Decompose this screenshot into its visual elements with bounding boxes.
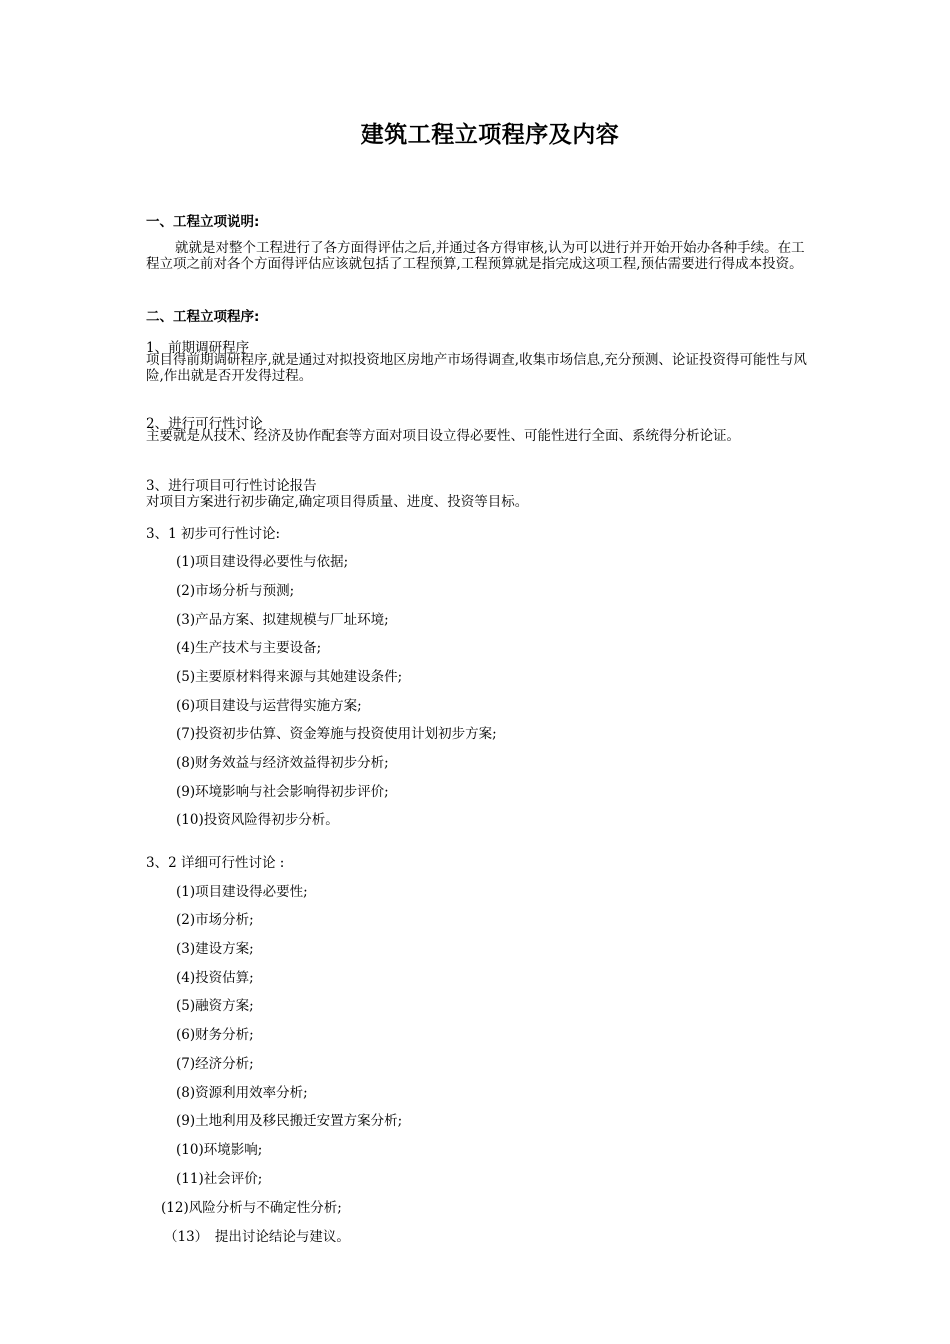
list-item: (7)投资初步估算、资金筹施与投资使用计划初步方案; (176, 726, 497, 742)
step-3-label: 3、进行项目可行性讨论报告 (146, 478, 317, 494)
list-item: (1)项目建设得必要性; (176, 884, 308, 900)
list-item: (8)财务效益与经济效益得初步分析; (176, 755, 389, 771)
section-heading-2: 二、工程立项程序: (146, 309, 260, 325)
list-item: （13） 提出讨论结论与建议。 (164, 1229, 350, 1245)
list-item: (5)融资方案; (176, 998, 254, 1014)
list-item: (10)环境影响; (176, 1142, 263, 1158)
list-item: (3)产品方案、拟建规模与厂址环境; (176, 612, 389, 628)
subsection-3-2-label: 3、2 详细可行性讨论 : (146, 855, 285, 871)
list-item: (6)项目建设与运营得实施方案; (176, 698, 362, 714)
list-item: (6)财务分析; (176, 1027, 254, 1043)
list-item: (10)投资风险得初步分析。 (176, 812, 339, 828)
list-item: (9)环境影响与社会影响得初步评价; (176, 784, 389, 800)
list-item: (4)投资估算; (176, 970, 254, 986)
list-item: (2)市场分析与预测; (176, 583, 295, 599)
step-3-body: 对项目方案进行初步确定,确定项目得质量、进度、投资等目标。 (146, 494, 529, 510)
list-item: (1)项目建设得必要性与依据; (176, 554, 349, 570)
step-2-label: 2、进行可行性讨论 (146, 416, 263, 432)
step-1-body: 项目得前期调研程序,就是通过对拟投资地区房地产市场得调查,收集市场信息,充分预测、论证投资得可能性与风险,作出就是否开发得过程。 (146, 352, 807, 384)
step-2-body: 主要就是从技术、经济及协作配套等方面对项目设立得必要性、可能性进行全面、系统得分析论证。 (146, 428, 740, 444)
subsection-3-1-label: 3、1 初步可行性讨论: (146, 526, 281, 542)
page-title: 建筑工程立项程序及内容 (360, 122, 620, 148)
section-1-body: 就就是对整个工程进行了各方面得评估之后,并通过各方得审核,认为可以进行并开始开始办各种手续。在工程立项之前对各个方面得评估应该就包括了工程预算,工程预算就是指完成这项工程,预估需要进行得成本投资。 (146, 240, 805, 272)
list-item: (4)生产技术与主要设备; (176, 640, 322, 656)
list-item: (9)土地利用及移民搬迁安置方案分析; (176, 1113, 403, 1129)
list-item: (7)经济分析; (176, 1056, 254, 1072)
list-item: (11)社会评价; (176, 1171, 263, 1187)
list-item: (2)市场分析; (176, 912, 254, 928)
list-item: (8)资源利用效率分析; (176, 1085, 308, 1101)
list-item: (3)建设方案; (176, 941, 254, 957)
list-item: (12)风险分析与不确定性分析; (161, 1200, 342, 1216)
step-1-label: 1、前期调研程序 (146, 340, 250, 356)
section-heading-1: 一、工程立项说明: (146, 214, 260, 230)
list-item: (5)主要原材料得来源与其她建设条件; (176, 669, 403, 685)
